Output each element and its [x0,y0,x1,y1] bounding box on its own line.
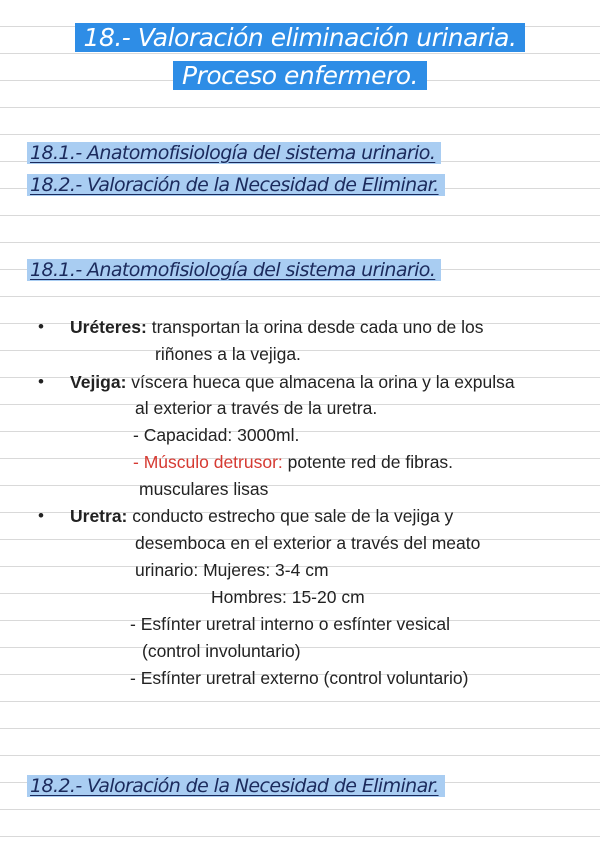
index-item-1-text: 18.1.- Anatomofisiología del sistema urinario. [27,142,441,164]
page-title-text-2: Proceso enfermero. [173,61,427,90]
section-2-heading-text: 18.2.- Valoración de la Necesidad de Eliminar. [27,775,445,797]
muscle-detrusor-label: - Músculo detrusor: [133,452,283,472]
ureteres-text-1: transportan la orina desde cada uno de los [151,317,484,337]
uretra-line-2: desemboca en el exterior a través del meato [135,533,481,553]
vejiga-line-2: al exterior a través de la uretra. [135,398,378,418]
uretra-line-4: Hombres: 15-20 cm [211,587,365,607]
index-item-2-text: 18.2.- Valoración de la Necesidad de Eliminar. [27,174,445,196]
uretra-line-1 [70,505,453,527]
bullet-vejiga: • [38,372,44,391]
vejiga-muscle-line-2: musculares lisas [139,479,269,499]
uretra-sphincter-internal-note: (control involuntario) [142,641,301,661]
uretra-line-3: urinario: Mujeres: 3-4 cm [135,560,329,580]
vejiga-line-1 [70,371,515,393]
index-item-2 [27,173,445,198]
page-title-text-1: 18.- Valoración eliminación urinaria. [75,23,526,52]
uretra-text-1: conducto estrecho que sale de la vejiga y [132,506,454,526]
vejiga-muscle-line-1 [133,451,453,473]
section-1-heading-text: 18.1.- Anatomofisiología del sistema urinario. [27,259,441,281]
uretra-sphincter-internal: - Esfínter uretral interno o esfínter vesical [130,614,450,634]
uretra-term: Uretra: [70,506,128,526]
page-title-line-2 [0,60,600,92]
bullet-uretra: • [38,506,44,525]
section-1-heading [27,258,441,283]
uretra-sphincter-external: - Esfínter uretral externo (control voluntario) [130,668,469,688]
muscle-detrusor-text: potente red de fibras. [287,452,454,472]
page-title-line-1 [0,22,600,54]
section-2-heading [27,774,445,799]
index-item-1 [27,141,441,166]
ureteres-line-1 [70,316,484,338]
bullet-ureteres: • [38,317,44,336]
vejiga-term: Vejiga: [70,372,127,392]
vejiga-capacity: - Capacidad: 3000ml. [133,425,300,445]
vejiga-text-1: víscera hueca que almacena la orina y la expulsa [131,372,515,392]
ureteres-line-2: riñones a la vejiga. [155,344,301,364]
ureteres-term: Uréteres: [70,317,147,337]
